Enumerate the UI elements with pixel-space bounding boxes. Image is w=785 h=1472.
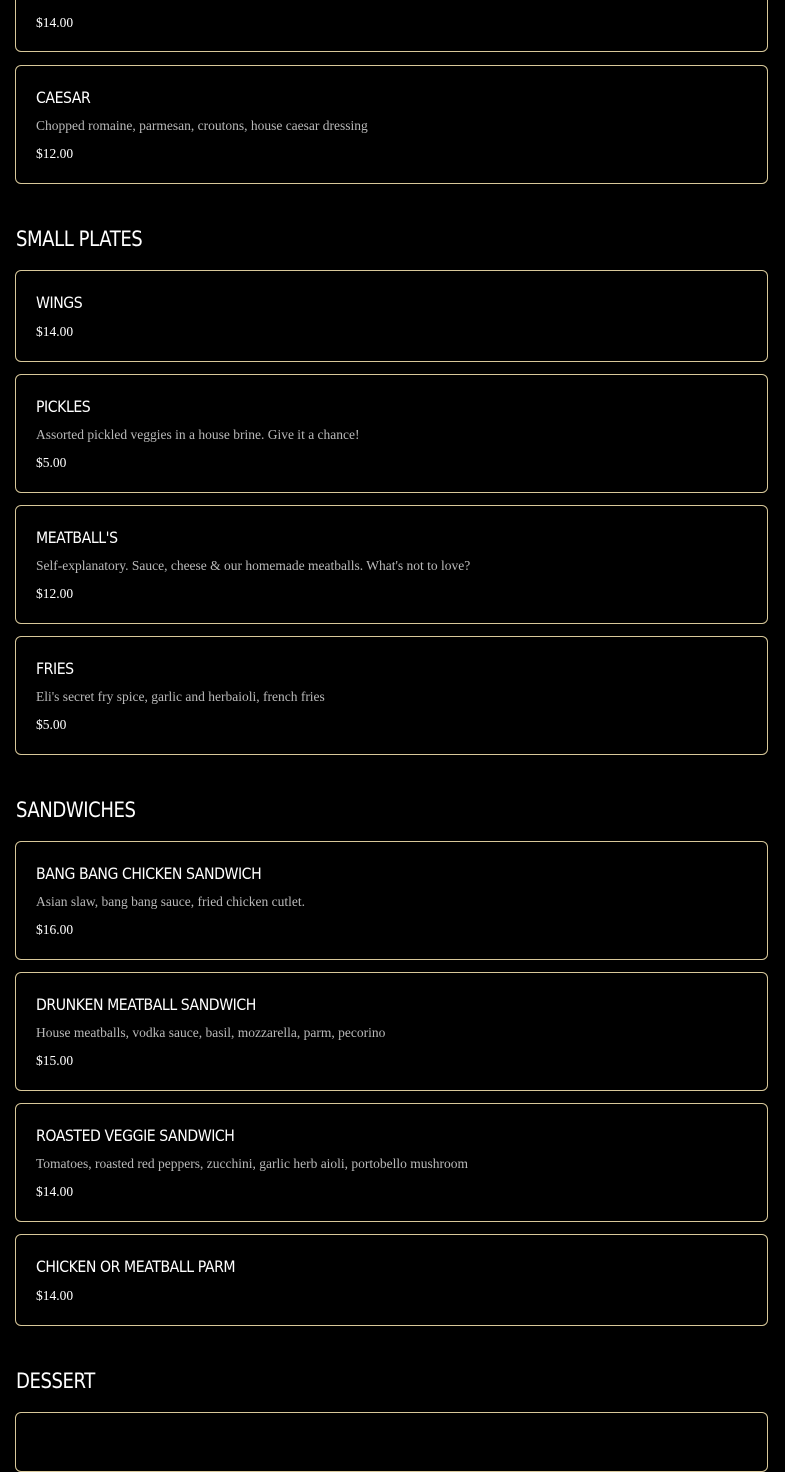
item-name: PICKLES xyxy=(36,397,91,416)
menu-item-card[interactable] xyxy=(15,1234,768,1326)
item-description: Eli's secret fry spice, garlic and herbaioli, french fries xyxy=(36,689,325,704)
item-name: FRIES xyxy=(36,659,74,678)
item-description: Asian slaw, bang bang sauce, fried chicken cutlet. xyxy=(36,894,306,909)
menu-item-card[interactable] xyxy=(15,374,768,493)
item-description: Chopped romaine, parmesan, croutons, house caesar dressing xyxy=(36,118,368,133)
menu-item-card[interactable] xyxy=(15,505,768,624)
menu-item-card[interactable] xyxy=(15,841,768,960)
section-title-small-plates: SMALL PLATES xyxy=(16,227,143,251)
menu-item-card[interactable] xyxy=(15,1103,768,1222)
item-description: Tomatoes, roasted red peppers, zucchini, garlic herb aioli, portobello mushroom xyxy=(36,1156,469,1171)
item-name: CHICKEN OR MEATBALL PARM xyxy=(36,1257,236,1276)
item-price: $16.00 xyxy=(36,922,74,937)
item-name: ROASTED VEGGIE SANDWICH xyxy=(36,1126,235,1145)
item-description: House meatballs, vodka sauce, basil, mozzarella, parm, pecorino xyxy=(36,1025,386,1040)
menu-item-card[interactable] xyxy=(15,65,768,184)
item-price: $14.00 xyxy=(36,1288,74,1303)
item-name: MEATBALL'S xyxy=(36,528,118,547)
item-name: DRUNKEN MEATBALL SANDWICH xyxy=(36,995,256,1014)
menu-item-card[interactable] xyxy=(15,0,768,52)
menu-item-card[interactable] xyxy=(15,1412,768,1472)
item-price: $14.00 xyxy=(36,1184,74,1199)
section-title-dessert: DESSERT xyxy=(16,1369,95,1393)
item-price: $5.00 xyxy=(36,717,67,732)
item-price: $12.00 xyxy=(36,146,74,161)
item-price: $5.00 xyxy=(36,455,67,470)
item-price: $12.00 xyxy=(36,586,74,601)
item-description: Self-explanatory. Sauce, cheese & our homemade meatballs. What's not to love? xyxy=(36,558,471,573)
menu-item-card[interactable] xyxy=(15,972,768,1091)
item-price: $15.00 xyxy=(36,1053,74,1068)
item-description: Assorted pickled veggies in a house brine. Give it a chance! xyxy=(36,427,360,442)
item-name: CAESAR xyxy=(36,88,91,107)
item-price: $14.00 xyxy=(36,15,74,30)
item-price: $14.00 xyxy=(36,324,74,339)
item-name: BANG BANG CHICKEN SANDWICH xyxy=(36,864,262,883)
menu-item-card[interactable] xyxy=(15,636,768,755)
item-name: WINGS xyxy=(36,293,83,312)
menu-item-card[interactable] xyxy=(15,270,768,362)
section-title-sandwiches: SANDWICHES xyxy=(16,798,136,822)
